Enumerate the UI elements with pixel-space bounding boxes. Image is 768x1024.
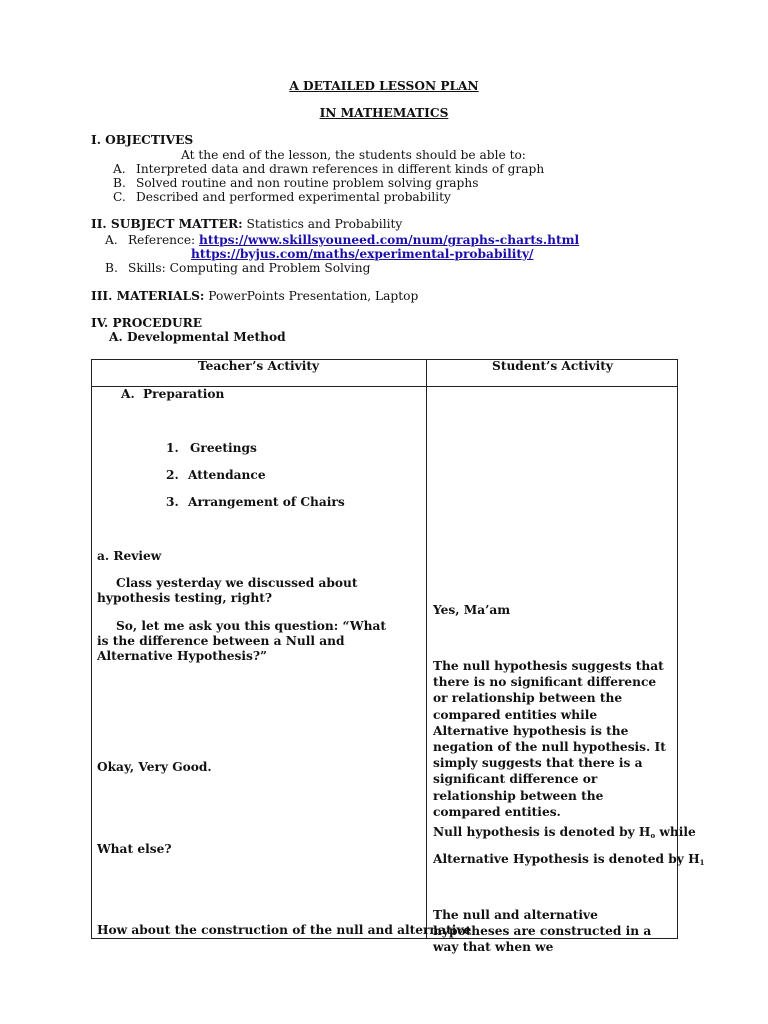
- alt-hypothesis-text: Alternative Hypothesis is denoted by H: [433, 852, 700, 866]
- reference-link-1[interactable]: https://www.skillsyouneed.com/num/graphs-charts.html: [199, 233, 580, 247]
- title-line-1: A DETAILED LESSON PLAN: [289, 79, 479, 93]
- teacher-line-4: What else?: [97, 842, 172, 856]
- objectives-heading: I. OBJECTIVES: [91, 133, 194, 147]
- step-attendance: Attendance: [188, 468, 266, 482]
- step-greetings: Greetings: [190, 441, 257, 455]
- reference-link-2[interactable]: https://byjus.com/maths/experimental-probability/: [191, 247, 534, 261]
- objectives-intro: At the end of the lesson, the students should be able to:: [181, 148, 526, 162]
- teacher-line-2: So, let me ask you this question: “What is the difference between a Null and Alternative Hypothesis?”: [97, 619, 386, 663]
- student-line-3b: [433, 852, 704, 870]
- col-header-student: Student’s Activity: [492, 359, 613, 373]
- prep-heading: Preparation: [143, 387, 225, 401]
- null-subscript: o: [650, 831, 656, 840]
- materials-value: PowerPoints Presentation, Laptop: [208, 289, 419, 303]
- subject-matter-heading: II. SUBJECT MATTER:: [91, 217, 243, 231]
- step-num-1: 1.: [166, 441, 179, 455]
- subject-matter-line: [91, 217, 402, 232]
- materials-heading: III. MATERIALS:: [91, 289, 205, 303]
- objective-letter-c: C.: [113, 190, 126, 204]
- student-line-4: The null and alternative hypotheses are constructed in a way that when we: [433, 908, 652, 955]
- student-line-3a: [433, 825, 696, 843]
- skills-letter: B.: [105, 261, 118, 275]
- teacher-line-3: Okay, Very Good.: [97, 760, 212, 774]
- materials-line: [91, 289, 418, 304]
- prep-letter: A.: [121, 387, 135, 401]
- table-column-divider: [426, 359, 427, 939]
- reference-letter: A.: [105, 233, 118, 247]
- procedure-subheading: A. Developmental Method: [109, 330, 286, 344]
- objective-letter-a: A.: [113, 162, 126, 176]
- review-heading: a. Review: [97, 549, 162, 563]
- null-hypothesis-text: Null hypothesis is denoted by H: [433, 825, 651, 839]
- objective-letter-b: B.: [113, 176, 126, 190]
- col-header-teacher: Teacher’s Activity: [197, 359, 320, 373]
- objective-a: Interpreted data and drawn references in different kinds of graph: [136, 162, 545, 176]
- subject-matter-value: Statistics and Probability: [246, 217, 403, 231]
- objective-b: Solved routine and non routine problem solving graphs: [136, 176, 479, 190]
- skills-text: Skills: Computing and Problem Solving: [128, 261, 371, 275]
- objective-c: Described and performed experimental probability: [136, 190, 451, 204]
- teacher-line-1: Class yesterday we discussed about hypothesis testing, right?: [97, 576, 358, 605]
- step-num-3: 3.: [166, 495, 179, 509]
- null-while: while: [655, 825, 696, 839]
- reference-line: [128, 233, 579, 248]
- procedure-heading: IV. PROCEDURE: [91, 316, 203, 330]
- step-num-2: 2.: [166, 468, 179, 482]
- teacher-line-5: How about the construction of the null and alternative: [97, 923, 472, 937]
- title-line-2: IN MATHEMATICS: [319, 106, 449, 120]
- step-arrangement: Arrangement of Chairs: [188, 495, 345, 509]
- student-line-1: Yes, Ma’am: [433, 603, 511, 617]
- reference-label: Reference:: [128, 233, 196, 247]
- alt-subscript: 1: [699, 858, 705, 867]
- student-line-2: The null hypothesis suggests that there is no significant difference or relationship between the compared entities while Alternative hypothesis is the negation of the null hypothesis. It simply suggests that there is a significant difference or relationship between the compared entities.: [433, 659, 666, 819]
